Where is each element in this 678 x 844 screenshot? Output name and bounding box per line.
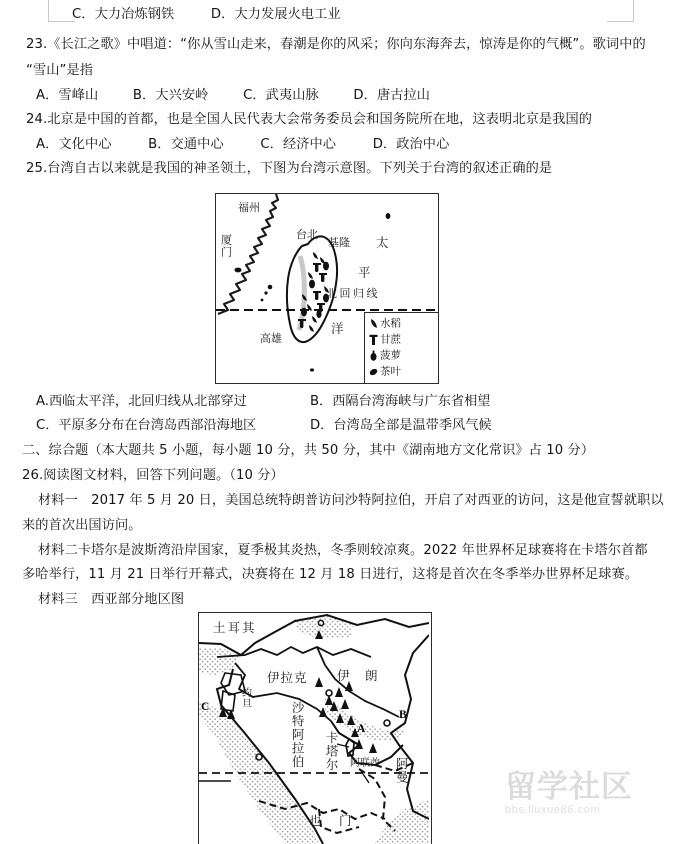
taiwan-label-xiamen: 厦门 [219, 234, 233, 258]
q26-material-3-caption: 材料三 西亚部分地区图 [38, 592, 185, 607]
q25-option-b: B．西隔台湾海峡与广东省相望 [310, 394, 491, 409]
q23-stem-line-2: “雪山”是指 [26, 63, 94, 78]
westasia-label-yemen-char-2: 门 [339, 813, 352, 828]
legend-label-sugarcane: 甘蔗 [380, 333, 401, 346]
taiwan-label-tropic-of-cancer: 北回归线 [326, 287, 380, 300]
q23-option-a: A．雪峰山 [36, 88, 99, 103]
q24-option-a: A．文化中心 [36, 137, 112, 152]
q24-option-b: B．交通中心 [148, 137, 224, 152]
q25-option-a: A.西临太平洋，北回归线从北部穿过 [36, 394, 247, 409]
legend-item-tea [369, 366, 401, 377]
q25-option-c: C．平原多分布在台湾岛西部沿海地区 [36, 418, 257, 433]
q26-material-1-line-2: 来的首次出国访问。 [22, 518, 142, 533]
westasia-marker-b: B [399, 709, 407, 721]
q24-option-c: C．经济中心 [260, 137, 337, 152]
taiwan-label-pacific-char-2: 平 [358, 265, 371, 280]
q24-option-d: D．政治中心 [372, 137, 450, 152]
westasia-label-iran-char-1: 伊 [337, 668, 350, 683]
legend-item-pineapple [369, 350, 401, 361]
west-asia-map-figure [198, 612, 432, 844]
rice-icon [369, 318, 380, 329]
q22-option-d: D．大力发展火电工业 [210, 7, 341, 22]
westasia-label-oman: 阿曼 [394, 757, 410, 784]
legend-item-sugarcane [369, 334, 401, 345]
westasia-label-uae: 阿联酋 [350, 758, 380, 769]
pineapple-icon [369, 350, 380, 361]
taiwan-map-legend [364, 312, 438, 383]
taiwan-label-fuzhou: 福州 [238, 201, 260, 214]
q25-stem: 25.台湾自古以来就是我国的神圣领土，下图为台湾示意图。下列关于台湾的叙述正确的是 [26, 161, 553, 176]
q26-stem: 26.阅读图文材料，回答下列问题。（10 分） [22, 468, 284, 483]
taiwan-label-pacific-char-1: 太 [376, 235, 389, 250]
westasia-label-yemen-char-1: 也 [309, 813, 322, 828]
page-crop-mark-left [48, 0, 75, 22]
legend-label-tea: 茶叶 [380, 365, 401, 378]
westasia-label-jordan: 约旦 [239, 687, 251, 709]
taiwan-label-jilong: 基隆 [328, 236, 350, 249]
q24-stem: 24.北京是中国的首都，也是全国人民代表大会常务委员会和国务院所在地，这表明北京是我国的 [26, 112, 593, 127]
q22-option-c: C．大力冶炼钢铁 [72, 7, 175, 22]
q26-material-1-line-1: 材料一 2017 年 5 月 20 日，美国总统特朗普访问沙特阿拉伯，开启了对西亚的访问，这是他宣誓就职以 [38, 493, 664, 508]
taiwan-map-figure [215, 193, 439, 384]
taiwan-label-pacific-char-3: 洋 [331, 321, 344, 336]
q23-option-d: D．唐古拉山 [353, 88, 431, 103]
westasia-label-iraq: 伊拉克 [267, 670, 308, 685]
q23-option-c: C．武夷山脉 [243, 88, 319, 103]
q25-option-d: D．台湾岛全部是温带季风气候 [310, 418, 492, 433]
taiwan-label-taibei: 台北 [296, 228, 318, 241]
westasia-marker-c: C [201, 701, 210, 713]
watermark-url: bbs.liuxue86.com [505, 804, 601, 816]
q26-material-2-line-2: 多哈举行，11 月 21 日举行开幕式，决赛将在 12 月 18 日进行，这将是首次在冬季举办世界杯足球赛。 [22, 567, 639, 582]
legend-label-rice: 水稻 [380, 317, 401, 330]
westasia-label-qatar: 卡塔尔 [324, 731, 340, 772]
q26-material-2-line-1: 材料二卡塔尔是波斯湾沿岸国家，夏季极其炎热，冬季则较凉爽。2022 年世界杯足球赛将在卡塔尔首都 [38, 543, 648, 558]
legend-label-pineapple: 菠萝 [380, 349, 401, 362]
site-watermark [505, 770, 673, 822]
q23-option-b: B．大兴安岭 [132, 88, 209, 103]
q23-stem-line-1: 23.《长江之歌》中唱道：“你从雪山走来，春潮是你的风采；你向东海奔去，惊涛是你的气概”。歌词中的 [26, 37, 646, 52]
westasia-marker-a: A [357, 723, 366, 735]
tea-icon [369, 366, 380, 377]
taiwan-label-gaoxiong: 高雄 [260, 332, 282, 345]
legend-item-rice [369, 318, 401, 329]
westasia-label-saudi-arabia: 沙特阿拉伯 [290, 701, 306, 769]
watermark-title: 留学社区 [505, 769, 633, 805]
sugarcane-icon [369, 334, 380, 345]
westasia-label-iran-char-2: 朗 [365, 668, 378, 683]
section-2-heading: 二、综合题（本大题共 5 小题，每小题 10 分，共 50 分，其中《湖南地方文化常识》占 10 分） [22, 443, 595, 458]
page-crop-mark-right [607, 0, 634, 22]
westasia-label-turkey: 土耳其 [213, 620, 257, 635]
west-asia-map-graphic [199, 613, 429, 844]
